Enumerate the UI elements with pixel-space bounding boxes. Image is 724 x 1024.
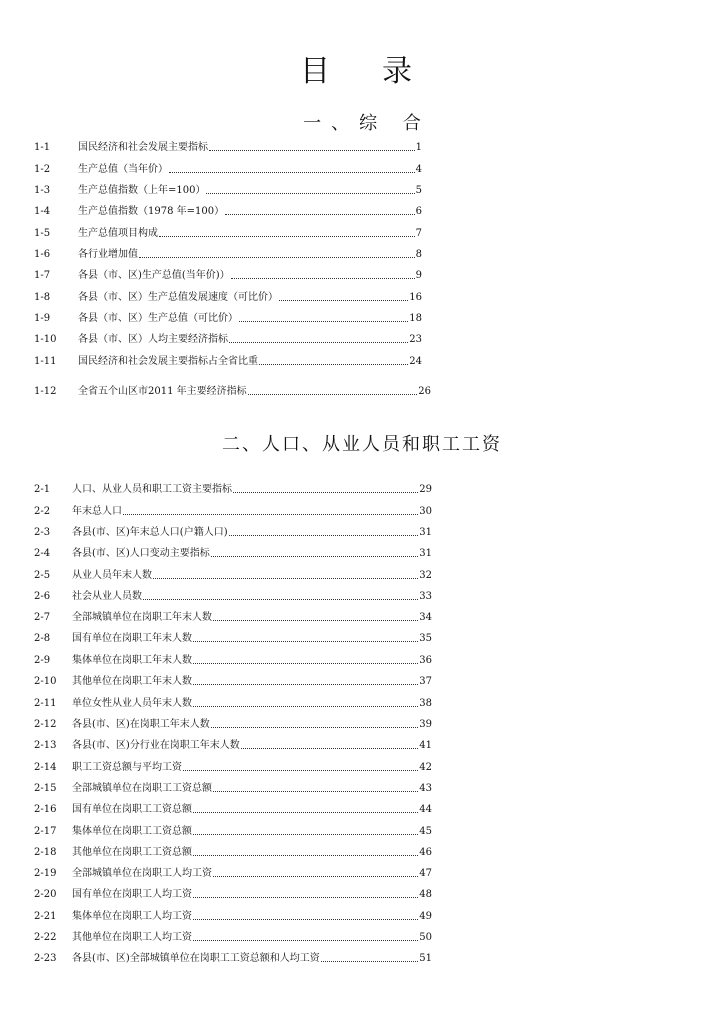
toc-entry[interactable] [34, 248, 422, 262]
toc-entry-number: 2-20 [34, 889, 57, 900]
toc-entry-number: 2-2 [34, 506, 51, 517]
toc-entry-label: 全部城镇单位在岗职工工资总额 [72, 783, 212, 794]
toc-entry-page: 30 [419, 506, 432, 517]
toc-entry-number: 1-1 [34, 142, 51, 153]
toc-entry-leader [213, 782, 418, 792]
toc-entry-leader [211, 547, 418, 557]
toc-entry[interactable] [34, 654, 432, 668]
toc-entry[interactable] [34, 952, 432, 966]
toc-entry[interactable] [34, 782, 432, 796]
toc-entry-number: 2-3 [34, 527, 51, 538]
toc-entry-label: 各县（市、区）生产总值（可比价） [78, 313, 238, 324]
toc-entry-page: 16 [409, 292, 422, 303]
toc-entry[interactable] [34, 825, 432, 839]
toc-entry-number: 2-22 [34, 932, 57, 943]
toc-entry-leader [239, 312, 408, 322]
section-title-general: 一、综 合 [303, 113, 431, 134]
toc-entry-label: 各县(市、区)在岗职工年末人数 [72, 719, 210, 730]
toc-entry[interactable] [34, 184, 422, 198]
toc-entry-leader [229, 333, 408, 343]
toc-entry[interactable] [34, 163, 422, 177]
toc-entry[interactable] [34, 867, 432, 881]
toc-entry[interactable] [34, 888, 432, 902]
toc-entry-leader [143, 590, 418, 600]
toc-entry[interactable] [34, 141, 422, 155]
toc-entry-label: 各县(市、区)全部城镇单位在岗职工工资总额和人均工资 [72, 953, 320, 964]
toc-entry-page: 6 [415, 206, 422, 217]
toc-entry-page: 8 [415, 249, 422, 260]
toc-entry-label: 集体单位在岗职工年末人数 [72, 655, 192, 666]
toc-entry-leader [248, 385, 418, 395]
toc-entry-page: 1 [415, 142, 422, 153]
toc-entry-label: 各县（市、区）生产总值发展速度（可比价） [78, 292, 278, 303]
toc-entry-number: 2-21 [34, 911, 57, 922]
toc-entry-leader [231, 269, 415, 279]
toc-entry-leader [193, 888, 418, 898]
toc-entry-page: 34 [419, 612, 432, 623]
toc-entry-leader [159, 227, 415, 237]
toc-entry-number: 1-6 [34, 249, 51, 260]
toc-entry-number: 1-7 [34, 270, 51, 281]
toc-entry-label: 国有单位在岗职工工资总额 [72, 804, 192, 815]
toc-entry-leader [241, 739, 418, 749]
toc-entry-leader [193, 846, 418, 856]
toc-entry-leader [193, 803, 418, 813]
toc-entry-number: 2-4 [34, 548, 51, 559]
toc-entry-number: 1-2 [34, 164, 51, 175]
toc-entry-number: 2-19 [34, 868, 57, 879]
toc-entry-leader [193, 654, 418, 664]
toc-entry[interactable] [34, 718, 432, 732]
toc-entry-label: 国有单位在岗职工人均工资 [72, 889, 192, 900]
toc-entry-leader [206, 184, 414, 194]
toc-entry-label: 生产总值指数（1978 年=100） [78, 206, 225, 217]
toc-entry-page: 32 [419, 570, 432, 581]
toc-entry-label: 其他单位在岗职工工资总额 [72, 847, 192, 858]
toc-entry-label: 职工工资总额与平均工资 [72, 762, 182, 773]
toc-entry-leader [321, 952, 418, 962]
toc-entry[interactable] [34, 910, 432, 924]
toc-entry-page: 23 [409, 334, 422, 345]
toc-entry-number: 2-18 [34, 847, 57, 858]
toc-entry-label: 集体单位在岗职工工资总额 [72, 826, 192, 837]
toc-entry[interactable] [34, 483, 432, 497]
toc-entry-page: 29 [419, 484, 432, 495]
toc-entry-leader [193, 931, 418, 941]
toc-entry-number: 2-7 [34, 612, 51, 623]
toc-entry-leader [229, 526, 419, 536]
toc-entry-label: 年末总人口 [72, 506, 122, 517]
toc-entry-page: 18 [409, 313, 422, 324]
toc-entry-page: 45 [419, 826, 432, 837]
toc-entry-number: 2-8 [34, 633, 51, 644]
toc-entry-number: 2-17 [34, 826, 57, 837]
toc-entry-number: 1-5 [34, 228, 51, 239]
toc-entry[interactable] [34, 355, 422, 369]
toc-entry-leader [279, 291, 408, 301]
toc-entry-leader [209, 141, 415, 151]
toc-entry[interactable] [34, 803, 432, 817]
toc-entry-label: 国有单位在岗职工年末人数 [72, 633, 192, 644]
toc-entry-label: 集体单位在岗职工人均工资 [72, 911, 192, 922]
toc-entry[interactable] [34, 590, 432, 604]
toc-entry-number: 1-9 [34, 313, 51, 324]
toc-entry-leader [139, 248, 415, 258]
toc-entry-page: 9 [415, 270, 422, 281]
toc-entry-number: 2-13 [34, 740, 57, 751]
toc-entry-leader [193, 632, 418, 642]
toc-entry-page: 4 [415, 164, 422, 175]
toc-entry-leader [193, 675, 418, 685]
toc-entry-page: 24 [409, 356, 422, 367]
toc-entry-page: 44 [419, 804, 432, 815]
toc-entry-label: 各县(市、区)年末总人口(户籍人口) [72, 527, 228, 538]
toc-entry[interactable] [34, 205, 422, 219]
toc-entry[interactable] [34, 846, 432, 860]
toc-entry-page: 31 [419, 548, 432, 559]
toc-entry-label: 国民经济和社会发展主要指标 [78, 142, 208, 153]
toc-entry-leader [233, 483, 418, 493]
toc-entry-number: 2-9 [34, 655, 51, 666]
toc-entry-leader [193, 697, 418, 707]
toc-entry-leader [123, 505, 418, 515]
toc-entry[interactable] [34, 632, 432, 646]
toc-entry-page: 48 [419, 889, 432, 900]
toc-entry-leader [259, 355, 408, 365]
toc-entry-leader [193, 825, 418, 835]
toc-entry-page: 51 [419, 953, 432, 964]
toc-entry[interactable] [34, 547, 432, 561]
toc-entry-number: 2-5 [34, 570, 51, 581]
toc-entry-label: 生产总值（当年价） [78, 164, 168, 175]
toc-entry-number: 2-6 [34, 591, 51, 602]
section-title-population: 二、人口、从业人员和职工工资 [222, 434, 502, 455]
toc-entry-number: 2-1 [34, 484, 51, 495]
toc-entry-number: 1-12 [34, 386, 57, 397]
toc-entry-page: 31 [419, 527, 432, 538]
toc-entry-number: 2-10 [34, 676, 57, 687]
toc-entry[interactable] [34, 569, 432, 583]
toc-entry-page: 5 [415, 185, 422, 196]
toc-entry[interactable] [34, 675, 432, 689]
toc-entry-page: 37 [419, 676, 432, 687]
toc-entry[interactable] [34, 291, 422, 305]
toc-entry-page: 38 [419, 698, 432, 709]
page-title: 目录 [300, 54, 464, 89]
toc-entry-label: 各县(市、区)分行业在岗职工年末人数 [72, 740, 240, 751]
toc-entry-label: 人口、从业人员和职工工资主要指标 [72, 484, 232, 495]
toc-entry-number: 1-4 [34, 206, 51, 217]
toc-entry-label: 全省五个山区市2011 年主要经济指标 [78, 386, 247, 397]
toc-entry-label: 全部城镇单位在岗职工人均工资 [72, 868, 212, 879]
toc-entry-label: 单位女性从业人员年末人数 [72, 698, 192, 709]
toc-entry-page: 26 [418, 386, 431, 397]
toc-entry-label: 其他单位在岗职工年末人数 [72, 676, 192, 687]
toc-entry[interactable] [34, 312, 422, 326]
toc-entry-page: 50 [419, 932, 432, 943]
toc-entry-leader [153, 569, 418, 579]
toc-entry-label: 生产总值指数（上年=100） [78, 185, 206, 196]
toc-entry-label: 各县（市、区）人均主要经济指标 [78, 334, 228, 345]
toc-entry[interactable] [34, 526, 432, 540]
toc-entry-label: 其他单位在岗职工人均工资 [72, 932, 192, 943]
toc-entry-page: 7 [415, 228, 422, 239]
toc-entry[interactable] [34, 385, 431, 399]
toc-entry-label: 生产总值项目构成 [78, 228, 158, 239]
toc-entry-number: 2-23 [34, 953, 57, 964]
toc-entry[interactable] [34, 931, 432, 945]
toc-entry[interactable] [34, 739, 432, 753]
toc-entry-number: 1-11 [34, 356, 57, 367]
toc-entry-page: 41 [419, 740, 432, 751]
toc-entry[interactable] [34, 333, 422, 347]
toc-entry-number: 2-12 [34, 719, 57, 730]
toc-entry-page: 43 [419, 783, 432, 794]
toc-entry-page: 39 [419, 719, 432, 730]
toc-entry-leader [211, 718, 418, 728]
toc-entry-leader [169, 163, 415, 173]
toc-entry-label: 各行业增加值 [78, 249, 138, 260]
toc-entry-label: 国民经济和社会发展主要指标占全省比重 [78, 356, 258, 367]
toc-entry-page: 36 [419, 655, 432, 666]
toc-entry-label: 各县（市、区)生产总值(当年价)） [78, 270, 230, 281]
toc-entry-leader [213, 867, 418, 877]
toc-entry-label: 全部城镇单位在岗职工年末人数 [72, 612, 212, 623]
toc-entry[interactable] [34, 227, 422, 241]
toc-entry-leader [225, 205, 415, 215]
toc-entry-leader [193, 910, 418, 920]
toc-entry[interactable] [34, 697, 432, 711]
toc-entry-page: 33 [419, 591, 432, 602]
toc-entry-page: 49 [419, 911, 432, 922]
toc-entry-number: 1-3 [34, 185, 51, 196]
toc-entry-number: 2-16 [34, 804, 57, 815]
toc-entry-page: 42 [419, 762, 432, 773]
toc-entry[interactable] [34, 505, 432, 519]
toc-entry-leader [183, 761, 418, 771]
toc-entry-number: 1-10 [34, 334, 57, 345]
toc-entry-number: 2-11 [34, 698, 57, 709]
toc-entry-number: 2-14 [34, 762, 57, 773]
toc-entry[interactable] [34, 611, 432, 625]
toc-entry-page: 46 [419, 847, 432, 858]
toc-entry-label: 各县(市、区)人口变动主要指标 [72, 548, 210, 559]
toc-entry-page: 47 [419, 868, 432, 879]
toc-entry-page: 35 [419, 633, 432, 644]
toc-entry-label: 从业人员年末人数 [72, 570, 152, 581]
toc-entry-number: 1-8 [34, 292, 51, 303]
toc-entry[interactable] [34, 761, 432, 775]
toc-entry-label: 社会从业人员数 [72, 591, 142, 602]
toc-entry[interactable] [34, 269, 422, 283]
toc-entry-leader [213, 611, 418, 621]
toc-entry-number: 2-15 [34, 783, 57, 794]
